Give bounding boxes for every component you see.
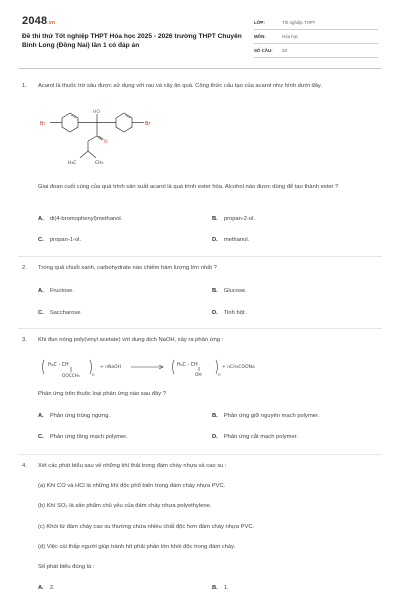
o-label: O: [104, 140, 108, 145]
question-3: 3. Khi đun nóng poly(vinyl acetate) với dung dịch NaOH, xảy ra phản ứng :: [18, 336, 382, 345]
ch3-right-label: CH₃: [95, 161, 104, 166]
product-n: n: [218, 372, 221, 377]
option-1d[interactable]: D. methanol.: [212, 237, 250, 243]
question-divider: [18, 454, 382, 455]
option-1c[interactable]: C. propan-1-ol.: [38, 237, 82, 243]
byproduct: + nCH₃COONa: [222, 365, 255, 370]
option-3d[interactable]: D. Phản ứng cắt mạch polymer.: [212, 434, 298, 440]
reaction-equation-figure: [38, 354, 278, 384]
option-2a[interactable]: A. Fructose.: [38, 288, 74, 294]
question-stem: Trong quả chuối xanh, carbohydrate nào chiếm hàm lượng lớn nhất ?: [38, 265, 217, 271]
reactant-n: n: [92, 372, 95, 377]
question-3-follow: Phản ứng trên thuộc loại phản ứng nào sau đây ?: [38, 391, 166, 397]
statement-a: (a) Khí CO và HCl là những khí độc phổ biến trong đám cháy nhựa PVC.: [38, 483, 226, 489]
ho-label: HO: [93, 110, 100, 115]
reactant-chain: H₂C - CH: [48, 363, 69, 368]
question-1: 1. Acarol là thuốc trừ sâu được sử dụng với rau và cây ăn quả. Công thức cấu tạo của acarol như hình dưới đây.: [18, 82, 382, 91]
option-2d[interactable]: D. Tinh bột.: [212, 310, 247, 316]
statement-c: (c) Khói từ đám cháy cao su thường chứa nhiều chất độc hơn đám cháy nhựa PVC.: [38, 524, 255, 530]
option-2b[interactable]: B. Glucose.: [212, 288, 247, 294]
exam-meta: [254, 16, 378, 58]
question-divider: [18, 328, 382, 329]
meta-class: LỚP: Tốt nghiệp THPT: [254, 16, 378, 30]
question-stem: Acarol là thuốc trừ sâu được sử dụng với rau và cây ăn quả. Công thức cấu tạo của acarol như hình dưới đây.: [38, 83, 322, 89]
option-3c[interactable]: C. Phản ứng tăng mạch polymer.: [38, 434, 128, 440]
option-3b[interactable]: B. Phản ứng giữ nguyên mạch polymer.: [212, 413, 320, 419]
option-3a[interactable]: A. Phản ứng trùng ngưng.: [38, 413, 111, 419]
meta-count: SỐ CÂU: 28: [254, 44, 378, 58]
meta-subject: MÔN: Hóa học: [254, 30, 378, 44]
reactant-group: OOCCH₃: [62, 374, 80, 379]
statement-b: (b) Khí SO₂ là sản phẩm chủ yếu của đám cháy nhựa polyethylene.: [38, 503, 212, 509]
header-divider: [18, 68, 382, 69]
option-1b[interactable]: B. propan-2-ol.: [212, 216, 256, 222]
br-left-label: Br: [40, 121, 46, 127]
ch3-left-label: H₃C: [68, 161, 77, 166]
exam-title: Đề thi thử Tốt nghiệp THPT Hóa học 2025 - 2026 trường THPT Chuyên Bình Long (Đồng Nai) lần 1 có đáp án: [22, 33, 242, 50]
question-stem: Khi đun nóng poly(vinyl acetate) với dung dịch NaOH, xảy ra phản ứng :: [38, 337, 224, 343]
option-1a[interactable]: A. di(4-bromophenyl)methanol.: [38, 216, 123, 222]
question-stem: Xét các phát biểu sau về những khí thải trong đám cháy nhựa và cao su :: [38, 463, 227, 469]
br-right-label: Br: [145, 121, 151, 127]
reagent-naoh: + nNaOH: [100, 365, 122, 370]
question-1-follow: Giai đoạn cuối cùng của quá trình sản xuất acarol là quá trình ester hóa. Alcohol nào được dùng để tạo thành ester ?: [38, 184, 339, 190]
option-4b[interactable]: B. 1.: [212, 585, 229, 591]
question-2: 2. Trong quả chuối xanh, carbohydrate nào chiếm hàm lượng lớn nhất ?: [18, 264, 382, 273]
question-4: 4. Xét các phát biểu sau về những khí thải trong đám cháy nhựa và cao su :: [18, 462, 382, 471]
acarol-structure-figure: [38, 106, 168, 178]
site-logo[interactable]: 2048.vn: [22, 15, 56, 27]
statement-d: (d) Việc cúi thấp người giúp tránh hít phải phần lớn khói độc trong đám cháy.: [38, 544, 236, 550]
option-4a[interactable]: A. 2.: [38, 585, 55, 591]
product-chain: H₂C - CH: [177, 363, 198, 368]
product-group: OH: [195, 373, 202, 378]
option-2c[interactable]: C. Saccharose.: [38, 310, 83, 316]
question-divider: [18, 256, 382, 257]
question-4-follow: Số phát biểu đúng là :: [38, 564, 95, 570]
